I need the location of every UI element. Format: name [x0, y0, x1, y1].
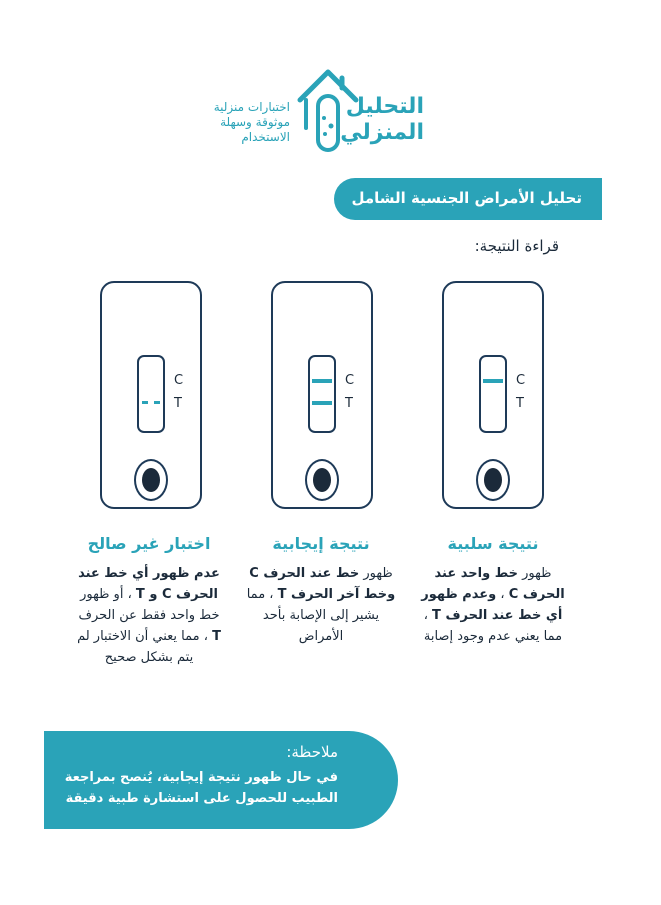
brand-logo [200, 66, 430, 166]
result-description: ظهور خط عند الحرف C وخط آخر الحرف T ، مما يشير إلى الإصابة بأحد الأمراض [246, 566, 396, 644]
test-cassette-invalid [100, 281, 202, 509]
result-title: نتيجة إيجابية [272, 534, 370, 553]
result-negative [418, 534, 568, 647]
result-window [479, 355, 507, 433]
reading-label: قراءة النتيجة: [474, 237, 559, 255]
result-invalid [74, 534, 224, 668]
label-c: C [174, 373, 184, 388]
label-c: C [345, 373, 355, 388]
brand-tagline [200, 100, 290, 145]
banner-title: تحليل الأمراض الجنسية الشامل [351, 189, 582, 207]
tagline-line2: موثوقة وسهلة [220, 115, 290, 129]
label-t: T [516, 396, 524, 411]
tagline-line1: اختبارات منزلية [213, 100, 290, 114]
note-box [44, 731, 398, 829]
note-body: في حال ظهور نتيجة إيجابية، يُنصح بمراجعة الطبيب للحصول على استشارة طبية دقيقة [64, 770, 338, 806]
control-line [483, 379, 503, 383]
label-t: T [174, 396, 182, 411]
control-line [312, 379, 332, 383]
result-window [308, 355, 336, 433]
brand-name-line2: المنزلي [340, 120, 424, 145]
test-line [312, 401, 332, 405]
faint-test-line [142, 401, 160, 404]
sample-well-icon [305, 459, 339, 501]
sample-well-icon [476, 459, 510, 501]
sample-well-icon [134, 459, 168, 501]
label-t: T [345, 396, 353, 411]
test-cassette-positive [271, 281, 373, 509]
result-title: نتيجة سلبية [447, 534, 539, 553]
result-title: اختبار غير صالح [87, 534, 211, 553]
test-cassette-negative [442, 281, 544, 509]
title-banner [334, 178, 602, 220]
result-description: ظهور خط واحد عند الحرف C ، وعدم ظهور أي خط عند الحرف T ، مما يعني عدم وجود إصابة [421, 566, 565, 644]
brand-name [308, 94, 424, 146]
tagline-line3: الاستخدام [241, 130, 290, 144]
label-c: C [516, 373, 526, 388]
result-description: عدم ظهور أي خط عند الحرف C و T ، أو ظهور خط واحد فقط عن الحرف T ، مما يعني أن الاختبار لم يتم بشكل صحيح [77, 566, 221, 665]
brand-name-line1: التحليل [345, 94, 424, 119]
result-positive [246, 534, 396, 647]
note-title: ملاحظة: [286, 743, 338, 761]
result-window [137, 355, 165, 433]
